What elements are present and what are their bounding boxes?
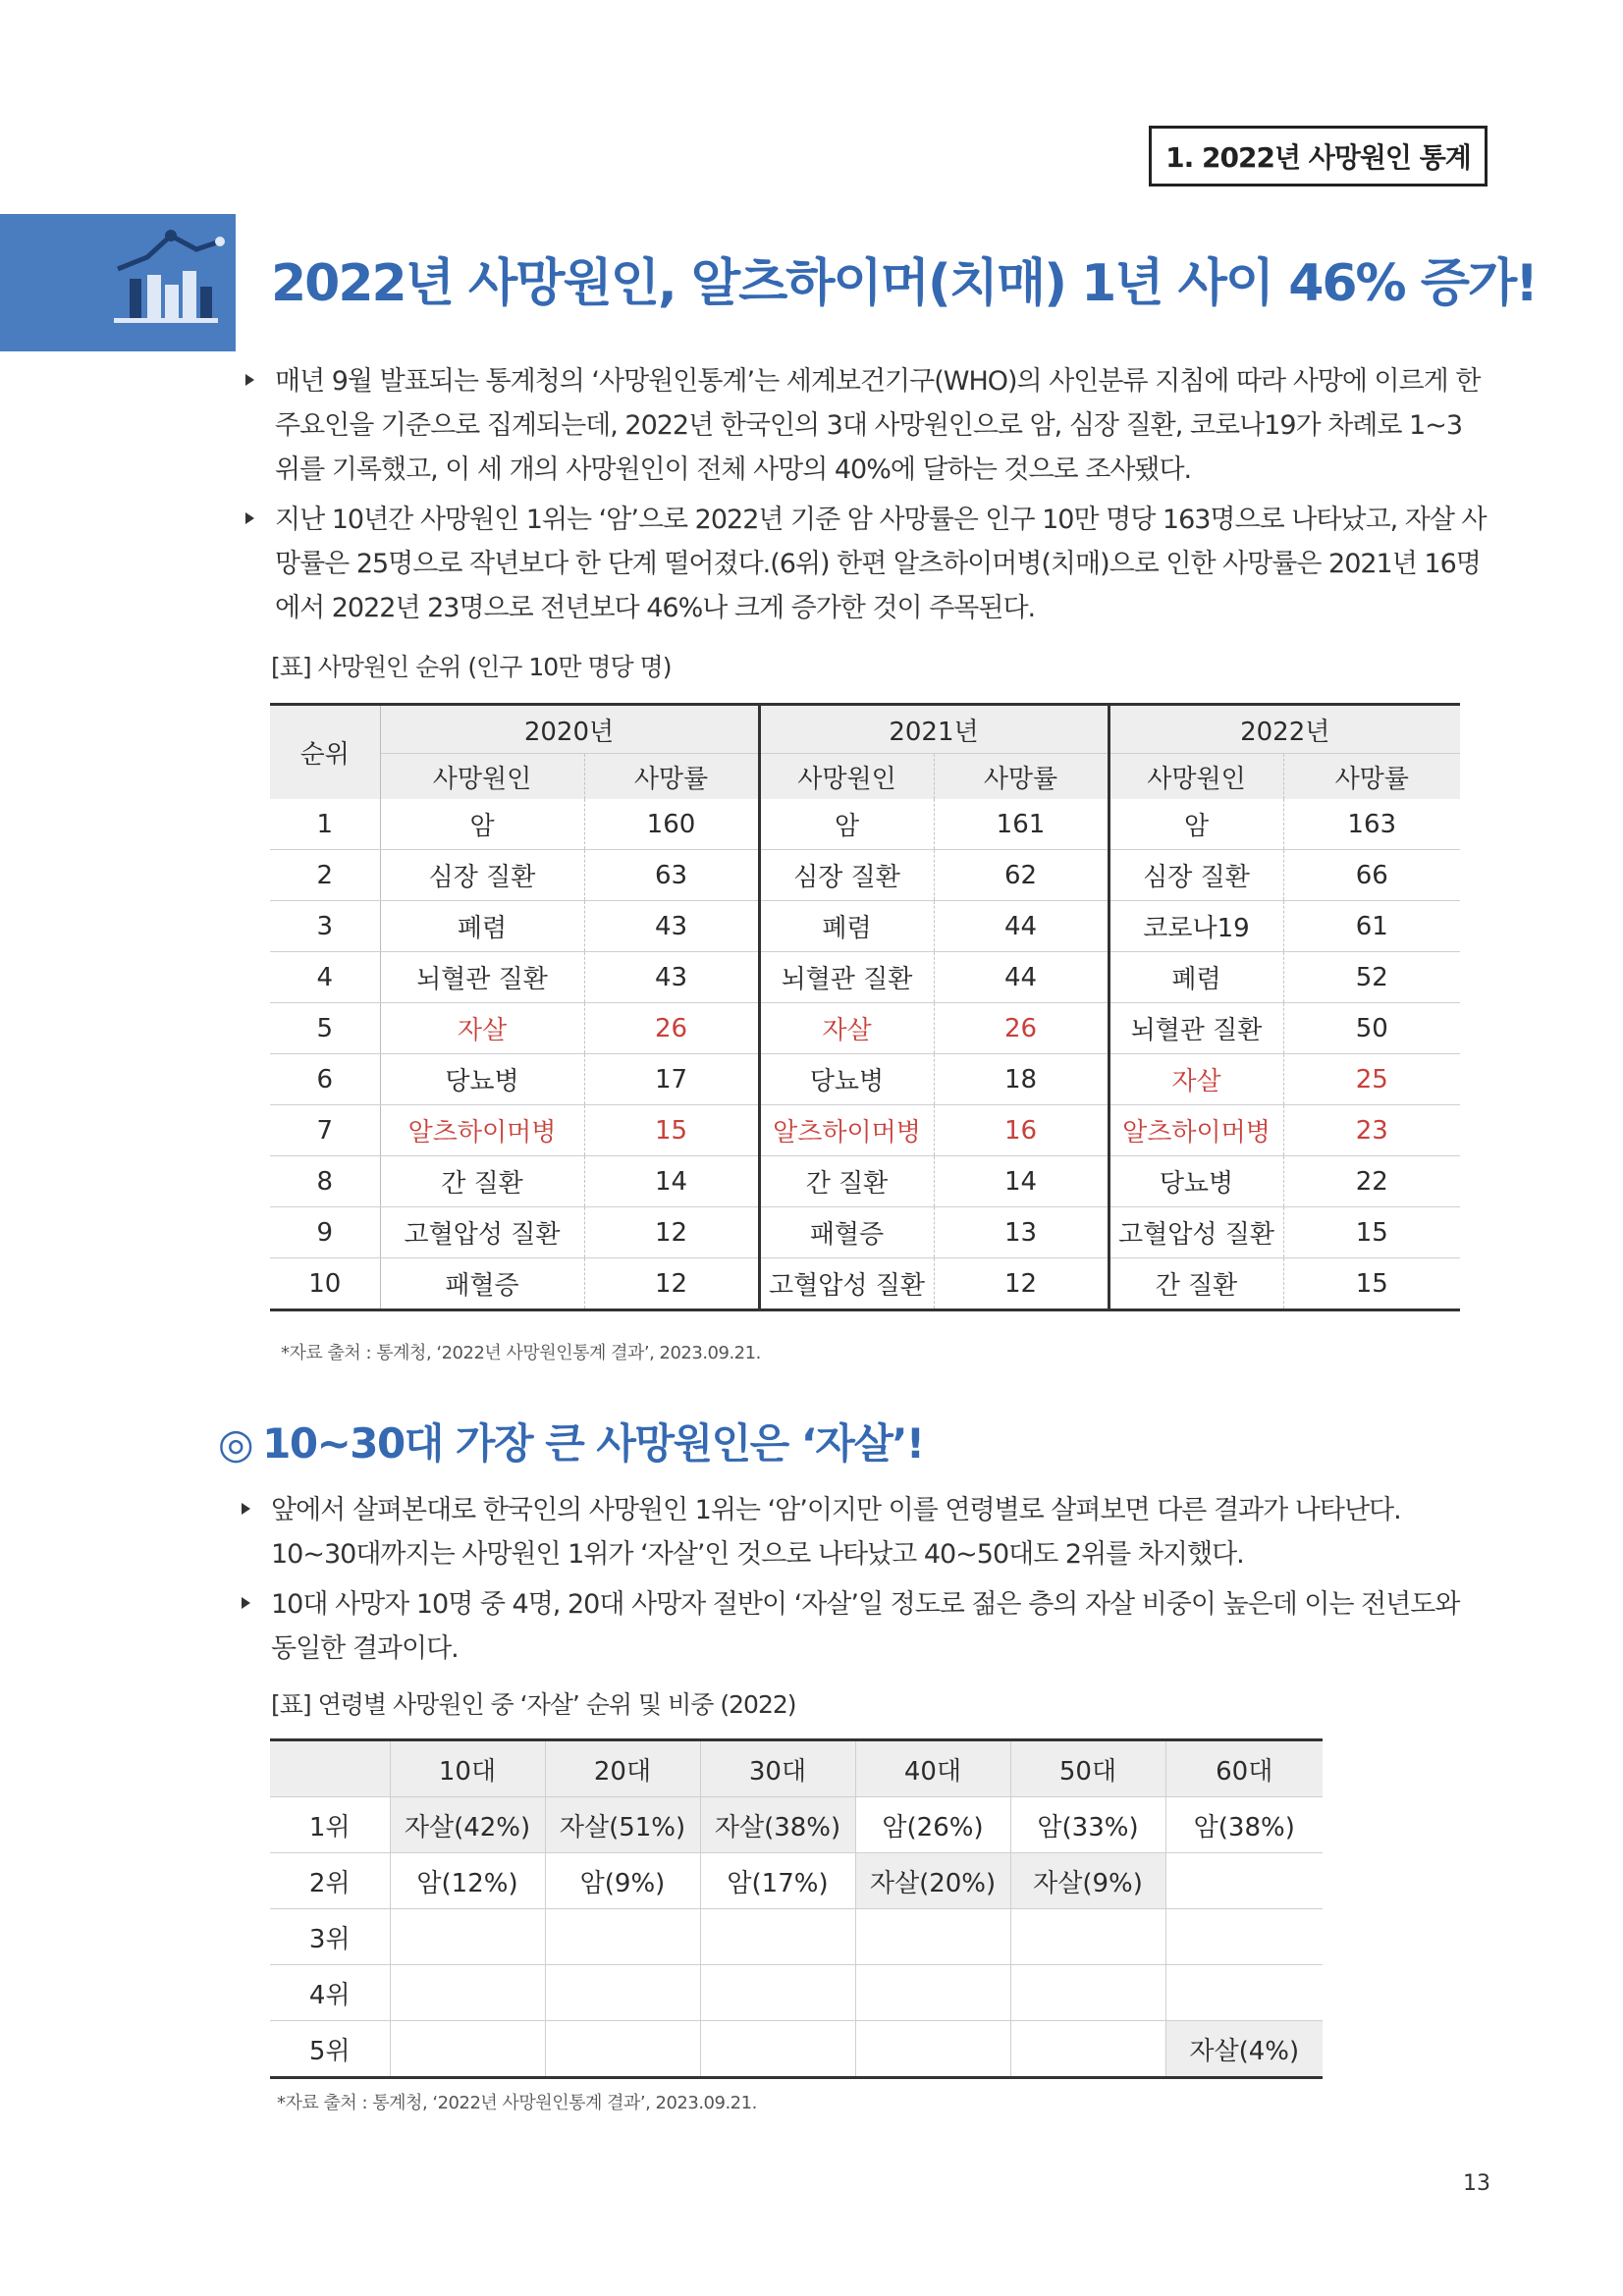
share-cell: 암(33%) xyxy=(1010,1797,1165,1853)
rate-cell: 66 xyxy=(1283,850,1460,901)
share-cell xyxy=(1010,2021,1165,2078)
share-cell xyxy=(700,1965,855,2021)
cause-cell: 간 질환 xyxy=(1109,1258,1283,1310)
rate-cell: 26 xyxy=(584,1003,759,1054)
table-row xyxy=(270,850,1460,901)
cause-cell: 고혈압성 질환 xyxy=(759,1258,934,1310)
cause-cell: 암 xyxy=(380,799,584,850)
rate-cell: 15 xyxy=(584,1105,759,1156)
share-cell xyxy=(1010,1965,1165,2021)
rank-cell: 8 xyxy=(270,1156,380,1207)
share-cell xyxy=(545,1965,700,2021)
section2-title-text: 10~30대 가장 큰 사망원인은 ‘자살’! xyxy=(262,1419,924,1468)
cause-cell: 당뇨병 xyxy=(1109,1156,1283,1207)
cause-cell: 패혈증 xyxy=(759,1207,934,1258)
cause-cell: 알츠하이머병 xyxy=(1109,1105,1283,1156)
rate-cell: 18 xyxy=(934,1054,1109,1105)
rate-cell: 62 xyxy=(934,850,1109,901)
rank-cell: 5 xyxy=(270,1003,380,1054)
rate-cell: 12 xyxy=(934,1258,1109,1310)
rate-cell: 12 xyxy=(584,1258,759,1310)
cause-cell: 뇌혈관 질환 xyxy=(380,952,584,1003)
cause-cell: 당뇨병 xyxy=(759,1054,934,1105)
share-cell xyxy=(855,1909,1010,1965)
cause-cell: 간 질환 xyxy=(759,1156,934,1207)
cause-cell: 심장 질환 xyxy=(380,850,584,901)
cause-cell: 패혈증 xyxy=(380,1258,584,1310)
share-cell xyxy=(390,1909,545,1965)
cause-cell: 폐렴 xyxy=(380,901,584,952)
cause-cell: 알츠하이머병 xyxy=(380,1105,584,1156)
page-number: 13 xyxy=(1463,2171,1490,2196)
share-cell xyxy=(1165,1853,1323,1909)
year-header-2022: 2022년 xyxy=(1109,705,1460,754)
cause-cell: 폐렴 xyxy=(1109,952,1283,1003)
share-cell xyxy=(855,1965,1010,2021)
rate-cell: 13 xyxy=(934,1207,1109,1258)
age-header: 40대 xyxy=(855,1740,1010,1797)
rank-cell: 9 xyxy=(270,1207,380,1258)
cause-cell: 알츠하이머병 xyxy=(759,1105,934,1156)
rate-cell: 14 xyxy=(934,1156,1109,1207)
page-title: 2022년 사망원인, 알츠하이머(치매) 1년 사이 46% 증가! xyxy=(271,254,1537,313)
table-row xyxy=(270,1965,1323,2021)
share-cell xyxy=(855,2021,1010,2078)
rate-cell: 63 xyxy=(584,850,759,901)
table-row xyxy=(270,1105,1460,1156)
table-row xyxy=(270,1909,1323,1965)
share-cell: 자살(20%) xyxy=(855,1853,1010,1909)
rank-cell: 4 xyxy=(270,952,380,1003)
rate-cell: 160 xyxy=(584,799,759,850)
cause-cell: 뇌혈관 질환 xyxy=(759,952,934,1003)
age-table-corner xyxy=(270,1740,390,1797)
table-row xyxy=(270,1156,1460,1207)
cause-header: 사망원인 xyxy=(380,754,584,800)
cause-header: 사망원인 xyxy=(1109,754,1283,800)
rate-header: 사망률 xyxy=(1283,754,1460,800)
table-row xyxy=(270,799,1460,850)
rate-cell: 61 xyxy=(1283,901,1460,952)
age-header: 20대 xyxy=(545,1740,700,1797)
intro-bullets xyxy=(240,359,1487,636)
rate-cell: 50 xyxy=(1283,1003,1460,1054)
share-cell xyxy=(390,2021,545,2078)
statistics-chart-icon xyxy=(106,228,229,338)
rate-cell: 23 xyxy=(1283,1105,1460,1156)
death-cause-ranking-table xyxy=(270,703,1460,1311)
rate-header: 사망률 xyxy=(934,754,1109,800)
table-row xyxy=(270,1258,1460,1310)
rate-cell: 15 xyxy=(1283,1207,1460,1258)
cause-cell: 심장 질환 xyxy=(1109,850,1283,901)
age-table-body xyxy=(270,1797,1323,2078)
cause-cell: 간 질환 xyxy=(380,1156,584,1207)
table-row xyxy=(270,1797,1323,1853)
share-cell: 암(38%) xyxy=(1165,1797,1323,1853)
cause-cell: 고혈압성 질환 xyxy=(380,1207,584,1258)
table-row xyxy=(270,901,1460,952)
rate-cell: 17 xyxy=(584,1054,759,1105)
cause-cell: 뇌혈관 질환 xyxy=(1109,1003,1283,1054)
cause-cell: 자살 xyxy=(1109,1054,1283,1105)
rate-cell: 52 xyxy=(1283,952,1460,1003)
intro-bullet-1: 매년 9월 발표되는 통계청의 ‘사망원인통계’는 세계보건기구(WHO)의 사인분류 지침에 따라 사망에 이르게 한 주요인을 기준으로 집계되는데, 2022년 한국인의 3대 사망원인으로 암, 심장 질환, 코로나19가 차례로 1~3위를 기록했고, 이 세 개의 사망원인이 전체 사망의 40%에 달하는 것으로 조사됐다. xyxy=(240,359,1487,492)
rank-header: 순위 xyxy=(270,705,380,800)
share-cell xyxy=(545,1909,700,1965)
share-cell: 자살(38%) xyxy=(700,1797,855,1853)
year-header-2021: 2021년 xyxy=(759,705,1109,754)
rank-cell: 1 xyxy=(270,799,380,850)
section-label: 1. 2022년 사망원인 통계 xyxy=(1165,141,1471,174)
cause-header: 사망원인 xyxy=(759,754,934,800)
title-band xyxy=(0,214,236,351)
rate-cell: 12 xyxy=(584,1207,759,1258)
section2-title xyxy=(218,1412,924,1470)
cause-cell: 암 xyxy=(1109,799,1283,850)
section2-bullet-1: 앞에서 살펴본대로 한국인의 사망원인 1위는 ‘암’이지만 이를 연령별로 살펴보면 다른 결과가 나타난다. 10~30대까지는 사망원인 1위가 ‘자살’인 것으로 나타났고 40~50대도 2위를 차지했다. xyxy=(236,1488,1483,1576)
ranking-table-body xyxy=(270,799,1460,1310)
table1-source: *자료 출처 : 통계청, ‘2022년 사망원인통계 결과’, 2023.09.21. xyxy=(281,1343,761,1363)
rank-cell: 3 xyxy=(270,901,380,952)
rate-cell: 161 xyxy=(934,799,1109,850)
share-cell xyxy=(1010,1909,1165,1965)
share-cell: 암(12%) xyxy=(390,1853,545,1909)
share-cell: 암(9%) xyxy=(545,1853,700,1909)
rate-cell: 43 xyxy=(584,952,759,1003)
section2-bullets xyxy=(236,1488,1483,1677)
double-circle-icon: ◎ xyxy=(218,1419,253,1468)
rank-cell: 10 xyxy=(270,1258,380,1310)
table-row xyxy=(270,1853,1323,1909)
share-cell: 자살(9%) xyxy=(1010,1853,1165,1909)
share-cell: 자살(4%) xyxy=(1165,2021,1323,2078)
share-cell xyxy=(390,1965,545,2021)
table1-caption: [표] 사망원인 순위 (인구 10만 명당 명) xyxy=(271,653,672,681)
age-header: 30대 xyxy=(700,1740,855,1797)
rate-cell: 44 xyxy=(934,901,1109,952)
rank-cell: 4위 xyxy=(270,1965,390,2021)
table-row xyxy=(270,1054,1460,1105)
section-label-box xyxy=(1149,126,1488,187)
age-header: 10대 xyxy=(390,1740,545,1797)
table2-caption: [표] 연령별 사망원인 중 ‘자살’ 순위 및 비중 (2022) xyxy=(271,1690,796,1719)
section2-bullet-2: 10대 사망자 10명 중 4명, 20대 사망자 절반이 ‘자살’일 정도로 젊은 층의 자살 비중이 높은데 이는 전년도와 동일한 결과이다. xyxy=(236,1582,1483,1671)
table2-source: *자료 출처 : 통계청, ‘2022년 사망원인통계 결과’, 2023.09.21. xyxy=(277,2093,757,2113)
share-cell xyxy=(1165,1965,1323,2021)
age-header: 50대 xyxy=(1010,1740,1165,1797)
rank-cell: 7 xyxy=(270,1105,380,1156)
rank-cell: 6 xyxy=(270,1054,380,1105)
rate-cell: 43 xyxy=(584,901,759,952)
year-header-2020: 2020년 xyxy=(380,705,759,754)
rank-cell: 5위 xyxy=(270,2021,390,2078)
age-header: 60대 xyxy=(1165,1740,1323,1797)
share-cell xyxy=(545,2021,700,2078)
cause-cell: 코로나19 xyxy=(1109,901,1283,952)
rank-cell: 1위 xyxy=(270,1797,390,1853)
cause-cell: 고혈압성 질환 xyxy=(1109,1207,1283,1258)
rate-cell: 44 xyxy=(934,952,1109,1003)
rate-cell: 26 xyxy=(934,1003,1109,1054)
cause-cell: 폐렴 xyxy=(759,901,934,952)
table-row xyxy=(270,952,1460,1003)
table-row xyxy=(270,1003,1460,1054)
rate-cell: 16 xyxy=(934,1105,1109,1156)
cause-cell: 당뇨병 xyxy=(380,1054,584,1105)
age-suicide-ranking-table xyxy=(270,1738,1323,2079)
rate-cell: 15 xyxy=(1283,1258,1460,1310)
intro-bullet-2: 지난 10년간 사망원인 1위는 ‘암’으로 2022년 기준 암 사망률은 인구 10만 명당 163명으로 나타났고, 자살 사망률은 25명으로 작년보다 한 단계 떨어졌다.(6위) 한편 알츠하이머병(치매)으로 인한 사망률은 2021년 16명에서 2022년 23명으로 전년보다 46%나 크게 증가한 것이 주목된다. xyxy=(240,498,1487,630)
share-cell: 자살(42%) xyxy=(390,1797,545,1853)
share-cell: 암(26%) xyxy=(855,1797,1010,1853)
rank-cell: 3위 xyxy=(270,1909,390,1965)
cause-cell: 암 xyxy=(759,799,934,850)
rate-cell: 163 xyxy=(1283,799,1460,850)
table-row xyxy=(270,1207,1460,1258)
rate-cell: 22 xyxy=(1283,1156,1460,1207)
cause-cell: 자살 xyxy=(759,1003,934,1054)
rank-cell: 2 xyxy=(270,850,380,901)
rate-header: 사망률 xyxy=(584,754,759,800)
rate-cell: 25 xyxy=(1283,1054,1460,1105)
share-cell xyxy=(700,2021,855,2078)
cause-cell: 자살 xyxy=(380,1003,584,1054)
cause-cell: 심장 질환 xyxy=(759,850,934,901)
rank-cell: 2위 xyxy=(270,1853,390,1909)
rate-cell: 14 xyxy=(584,1156,759,1207)
share-cell: 자살(51%) xyxy=(545,1797,700,1853)
share-cell: 암(17%) xyxy=(700,1853,855,1909)
table-row xyxy=(270,2021,1323,2078)
share-cell xyxy=(1165,1909,1323,1965)
share-cell xyxy=(700,1909,855,1965)
